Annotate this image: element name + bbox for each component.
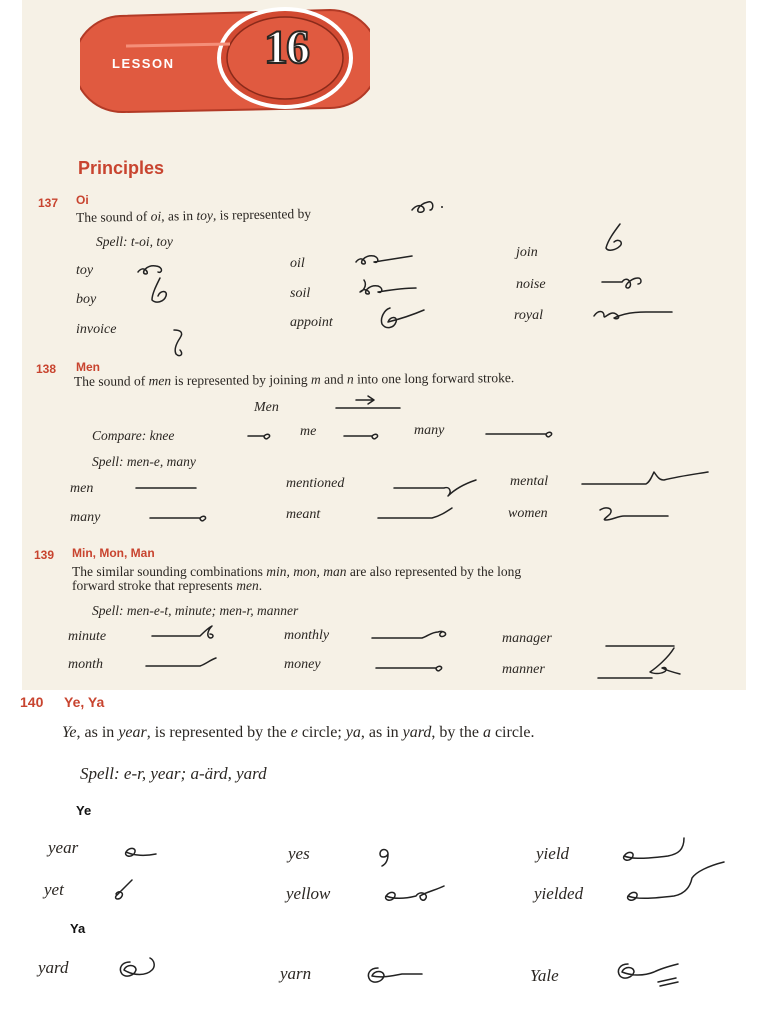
word-women: women <box>508 506 548 521</box>
shorthand-outline <box>352 248 416 268</box>
word-month: month <box>68 657 103 672</box>
word-manner: manner <box>502 662 545 677</box>
shorthand-outline <box>148 510 214 524</box>
section-137-number: 137 <box>38 196 59 210</box>
shorthand-outline <box>622 856 728 908</box>
lesson-label: LESSON <box>112 56 175 71</box>
word-yielded: yielded <box>534 884 584 903</box>
lesson-badge <box>80 6 370 114</box>
section-139-text-line2: forward stroke that represents men. <box>72 578 263 593</box>
word-money: money <box>284 657 321 672</box>
section-137-spell: Spell: t-oi, toy <box>96 234 173 249</box>
shorthand-outline <box>484 426 560 440</box>
shorthand-outline <box>592 302 676 324</box>
ye-subheading: Ye <box>76 803 92 818</box>
section-138-text: The sound of men is represented by joining m and n into one long forward stroke. <box>73 370 515 389</box>
word-yard: yard <box>38 958 69 977</box>
section-137-text: The sound of oi, as in toy, is represented by <box>75 205 312 226</box>
word-yale: Yale <box>530 966 559 985</box>
word-appoint: appoint <box>290 315 333 330</box>
shorthand-outline <box>374 844 394 868</box>
word-men: men <box>70 481 94 496</box>
word-soil: soil <box>290 286 311 301</box>
shorthand-outline <box>134 482 200 494</box>
section-138-title: Men <box>76 360 100 374</box>
shorthand-outline <box>150 624 220 642</box>
section-140-text: Ye, as in year, is represented by the e circle; ya, as in yard, by the a circle. <box>62 724 535 741</box>
word-yellow: yellow <box>286 884 331 903</box>
compare-many: many <box>414 423 445 438</box>
section-140-title: Ye, Ya <box>64 694 105 710</box>
shorthand-outline <box>392 474 482 500</box>
word-many: many <box>70 510 101 525</box>
section-140-number: 140 <box>20 694 44 710</box>
word-royal: royal <box>514 308 544 323</box>
word-yield: yield <box>536 844 570 863</box>
shorthand-outline <box>376 302 428 332</box>
shorthand-outline <box>134 256 168 278</box>
shorthand-outline <box>168 326 192 360</box>
shorthand-outline <box>596 644 688 684</box>
shorthand-outline <box>600 270 646 292</box>
section-138-spell: Spell: men-e, many <box>92 454 196 469</box>
shorthand-outline <box>580 466 712 490</box>
section-139-text-line1: The similar sounding combinations min, mon, man are also represented by the long <box>72 564 522 579</box>
shorthand-outline <box>380 882 450 908</box>
shorthand-outline <box>376 504 456 524</box>
section-139-number: 139 <box>34 548 55 562</box>
word-boy: boy <box>76 292 97 307</box>
compare-label: Compare: knee <box>92 428 175 443</box>
word-noise: noise <box>516 277 546 292</box>
shorthand-outline <box>374 660 450 674</box>
word-manager: manager <box>502 631 552 646</box>
men-stroke-example <box>334 394 402 412</box>
section-140-spell: Spell: e-r, year; a-ärd, yard <box>80 764 267 783</box>
shorthand-outline <box>612 958 686 992</box>
word-year: year <box>48 838 79 857</box>
word-invoice: invoice <box>76 322 117 337</box>
lesson-number: 16 <box>264 21 308 74</box>
shorthand-outline <box>120 842 160 862</box>
word-mentioned: mentioned <box>286 476 345 491</box>
shorthand-outline <box>362 962 426 988</box>
ya-subheading: Ya <box>70 921 86 936</box>
word-meant: meant <box>286 507 321 522</box>
shorthand-outline <box>342 428 384 442</box>
shorthand-outline <box>144 276 174 306</box>
word-yes: yes <box>288 844 310 863</box>
word-join: join <box>516 245 538 260</box>
compare-me: me <box>300 424 317 439</box>
word-mental: mental <box>510 474 549 489</box>
shorthand-outline <box>246 428 274 442</box>
section-139-spell: Spell: men-e-t, minute; men-r, manner <box>92 603 299 618</box>
shorthand-outline <box>370 626 454 642</box>
principles-heading: Principles <box>78 158 165 178</box>
word-toy: toy <box>76 263 94 278</box>
men-example-word: Men <box>254 400 279 415</box>
word-minute: minute <box>68 629 107 644</box>
shorthand-outline <box>598 222 632 254</box>
shorthand-outline <box>144 654 220 672</box>
shorthand-outline <box>108 876 138 902</box>
section-139-title: Min, Mon, Man <box>72 546 155 560</box>
shorthand-outline <box>114 954 160 982</box>
word-yet: yet <box>44 880 64 899</box>
shorthand-outline <box>356 276 420 298</box>
shorthand-outline <box>596 504 672 524</box>
section-138-number: 138 <box>36 362 57 376</box>
section-137-title: Oi <box>76 193 89 207</box>
word-yarn: yarn <box>280 964 312 983</box>
word-oil: oil <box>290 256 305 271</box>
word-monthly: monthly <box>284 628 330 643</box>
oi-shorthand-outline <box>408 196 448 216</box>
